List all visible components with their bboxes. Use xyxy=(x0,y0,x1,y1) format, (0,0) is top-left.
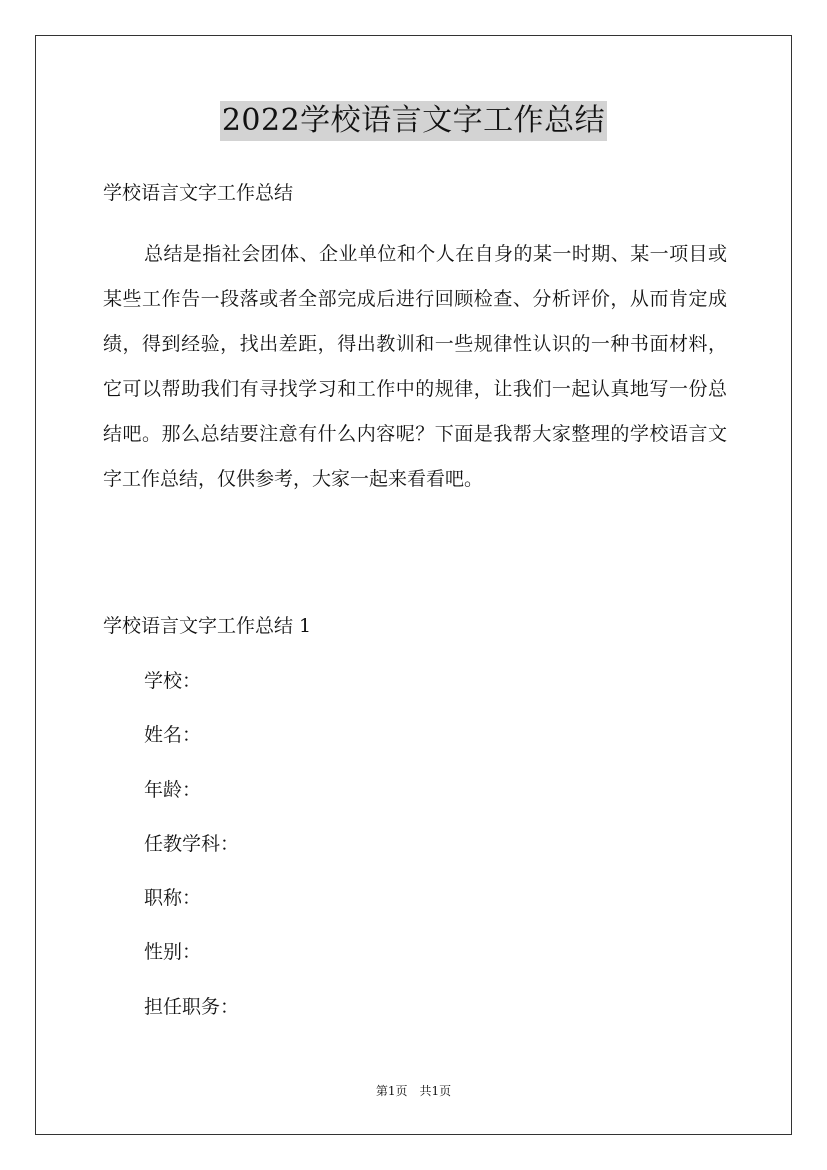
field-school: 学校： xyxy=(144,670,202,692)
section-heading: 学校语言文字工作总结 1 xyxy=(103,615,312,637)
field-gender: 性别： xyxy=(144,941,202,963)
field-name: 姓名： xyxy=(144,724,202,746)
field-subject: 任教学科： xyxy=(144,833,240,855)
title-container xyxy=(0,101,827,141)
page-footer: 第1页 共1页 xyxy=(375,1084,452,1098)
field-position: 担任职务： xyxy=(144,996,240,1018)
intro-paragraph: 总结是指社会团体、企业单位和个人在自身的某一时期、某一项目或某些工作告一段落或者全部完成后进行回顾检查、分析评价，从而肯定成绩，得到经验，找出差距，得出教训和一些规律性认识的一种书面材料，它可以帮助我们有寻找学习和工作中的规律，让我们一起认真地写一份总结吧。那么总结要注意有什么内容呢？下面是我帮大家整理的学校语言文字工作总结，仅供参考，大家一起来看看吧。 xyxy=(103,243,727,490)
field-age: 年龄： xyxy=(144,779,202,801)
document-title: 2022学校语言文字工作总结 xyxy=(220,101,607,141)
field-title: 职称： xyxy=(144,887,202,909)
document-subtitle: 学校语言文字工作总结 xyxy=(103,182,294,204)
